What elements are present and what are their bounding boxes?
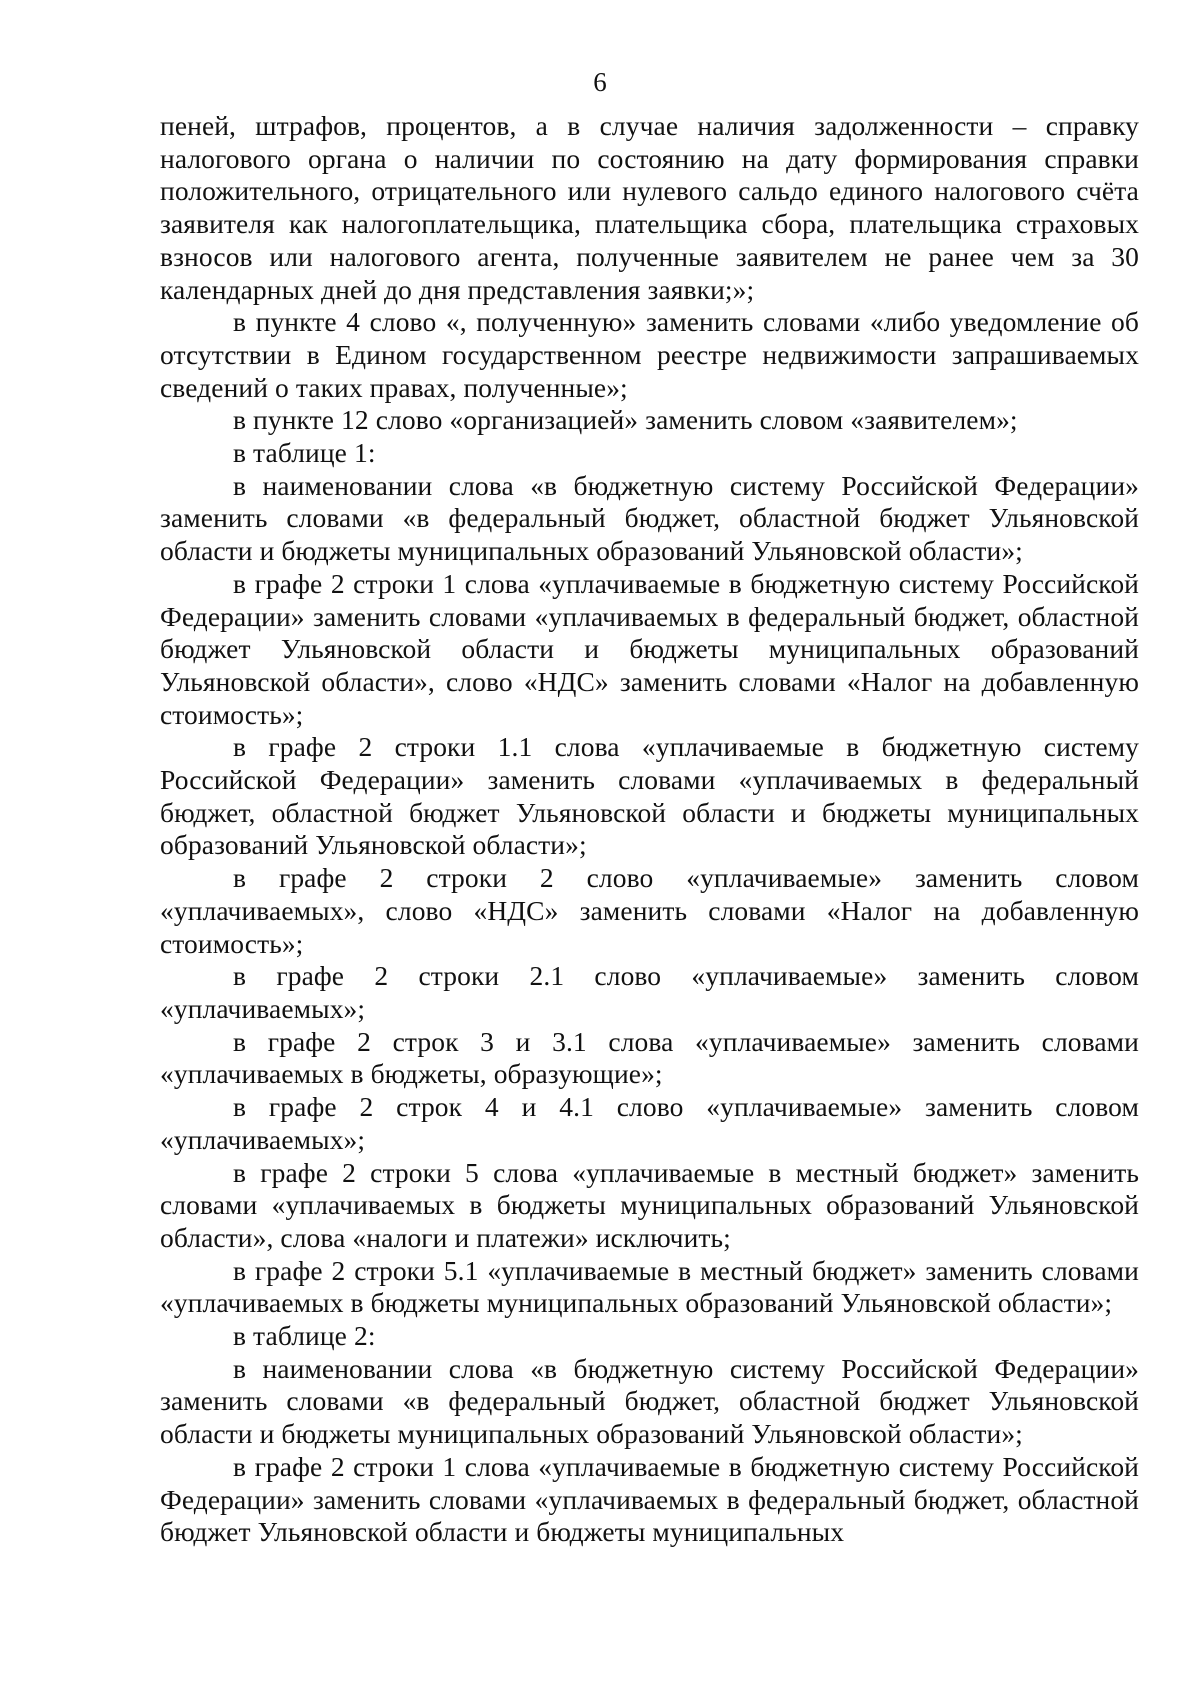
paragraph: в пункте 12 слово «организацией» заменить словом «заявителем»; [233, 404, 1018, 436]
paragraph: в пункте 4 слово «, полученную» заменить словами «либо уведомление об отсутствии в Едином государственном реестре недвижимости запрашиваемых сведений о таких правах, полученные»; [160, 306, 1139, 403]
paragraph: в графе 2 строки 5 слова «уплачиваемые в местный бюджет» заменить словами «уплачиваемых в бюджеты муниципальных образований Ульяновской области», слова «налоги и платежи» исключить; [160, 1156, 1139, 1253]
paragraph: пеней, штрафов, процентов, а в случае наличия задолженности – справку налогового органа о наличии по состоянию на дату формирования справки положительного, отрицательного или нулевого сальдо единого налогового счёта заявителя как налогоплательщика, плательщика сбора, плательщика страховых взносов или налогового агента, полученные заявителем не ранее чем за 30 календарных дней до дня представления заявки;»; [160, 110, 1139, 305]
paragraph: в таблице 1: [233, 437, 376, 469]
paragraph: в графе 2 строк 3 и 3.1 слова «уплачиваемые» заменить словами «уплачиваемых в бюджеты, образующие»; [160, 1025, 1139, 1090]
paragraph: в графе 2 строки 1 слова «уплачиваемые в бюджетную систему Российской Федерации» заменить словами «уплачиваемых в федеральный бюджет, областной бюджет Ульяновской области и бюджеты муниципальных образований Ульяновской области», слово «НДС» заменить словами «Налог на добавленную стоимость»; [160, 567, 1139, 730]
paragraph: в таблице 2: [233, 1320, 376, 1352]
document-body [160, 110, 1139, 1549]
paragraph: в наименовании слова «в бюджетную систему Российской Федерации» заменить словами «в федеральный бюджет, областной бюджет Ульяновской области и бюджеты муниципальных образований Ульяновской области»; [160, 469, 1139, 567]
page-number: 6 [593, 67, 607, 97]
paragraph: в наименовании слова «в бюджетную систему Российской Федерации» заменить словами «в федеральный бюджет, областной бюджет Ульяновской области и бюджеты муниципальных образований Ульяновской области»; [160, 1352, 1139, 1450]
paragraph: в графе 2 строк 4 и 4.1 слово «уплачиваемые» заменить словом «уплачиваемых»; [160, 1091, 1139, 1155]
paragraph: в графе 2 строки 1.1 слова «уплачиваемые в бюджетную систему Российской Федерации» заменить словами «уплачиваемых в федеральный бюджет, областной бюджет Ульяновской области и бюджеты муниципальных образований Ульяновской области»; [160, 731, 1139, 861]
paragraph: в графе 2 строки 1 слова «уплачиваемые в бюджетную систему Российской Федерации» заменить словами «уплачиваемых в федеральный бюджет, областной бюджет Ульяновской области и бюджеты муниципальных [160, 1450, 1139, 1548]
paragraph: в графе 2 строки 2.1 слово «уплачиваемые» заменить словом «уплачиваемых»; [160, 960, 1139, 1024]
paragraph: в графе 2 строки 2 слово «уплачиваемые» заменить словом «уплачиваемых», слово «НДС» заменить словами «Налог на добавленную стоимость»; [160, 862, 1139, 959]
paragraph: в графе 2 строки 5.1 «уплачиваемые в местный бюджет» заменить словами «уплачиваемых в бюджеты муниципальных образований Ульяновской области»; [160, 1254, 1139, 1319]
